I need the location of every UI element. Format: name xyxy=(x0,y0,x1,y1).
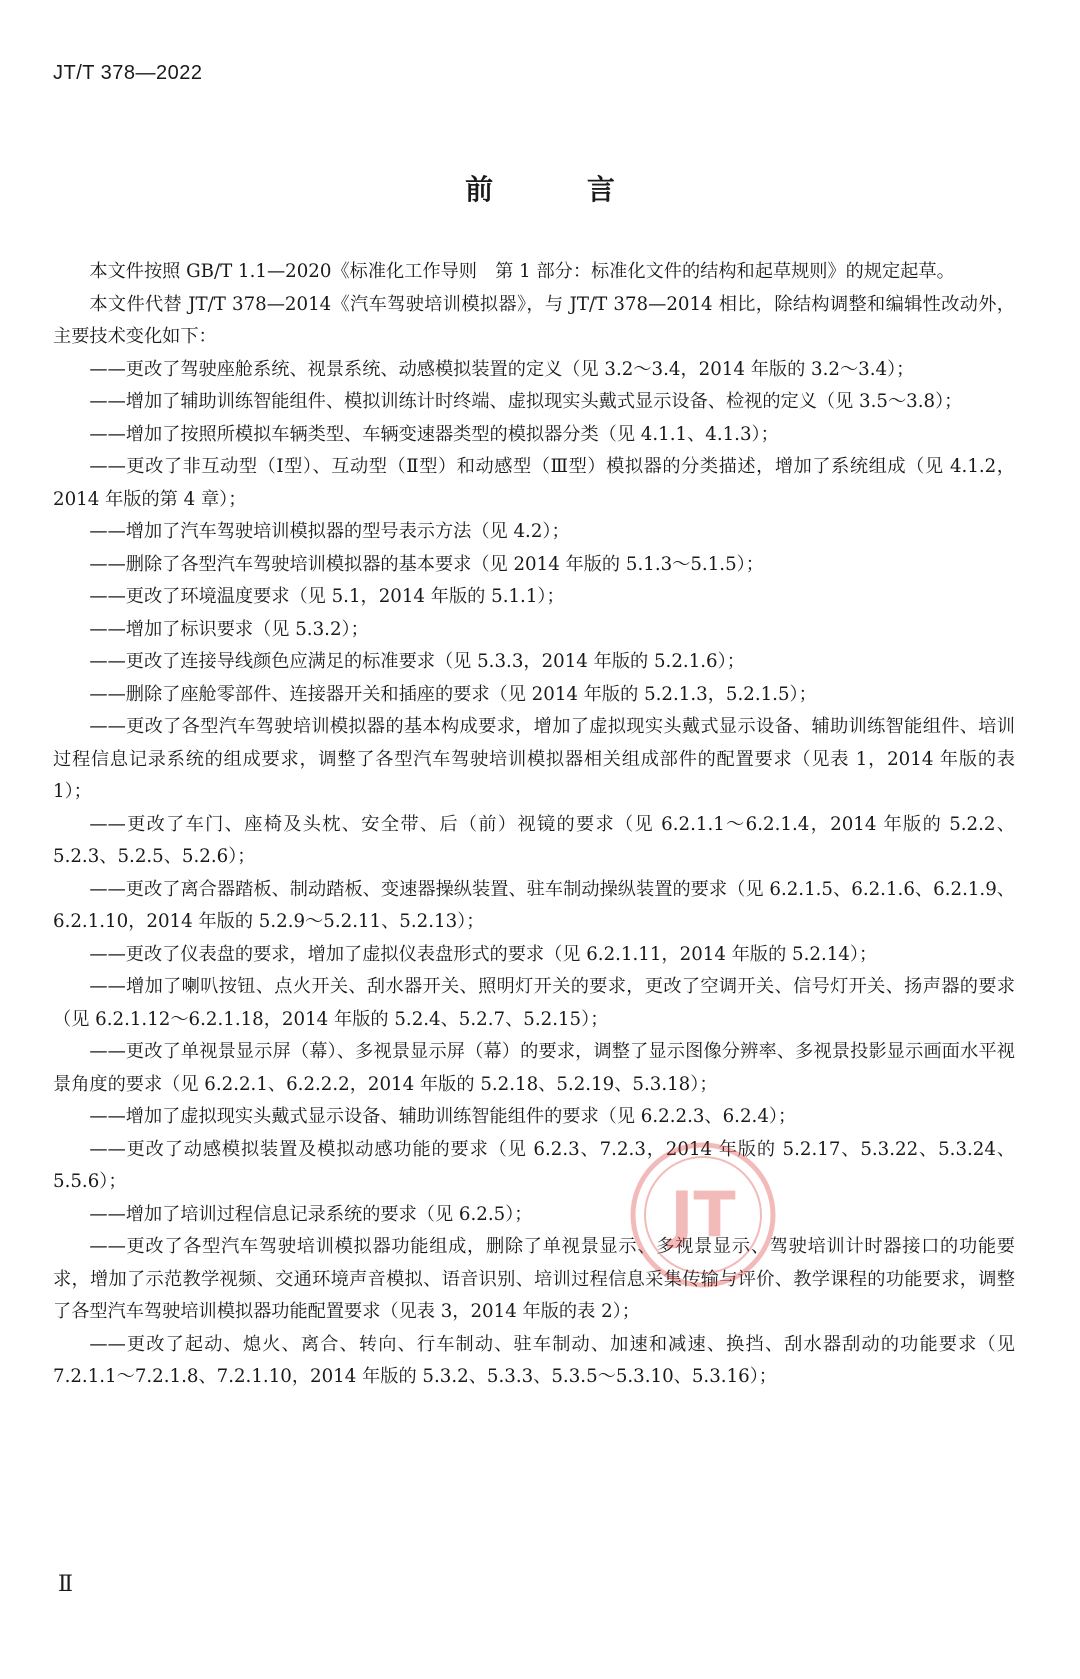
change-list-item: ——更改了单视景显示屏（幕）、多视景显示屏（幕）的要求，调整了显示图像分辨率、多视景投影显示画面水平视景角度的要求（见 6.2.2.1、6.2.2.2，2014 年版的 5.2.18、5.2.19、5.3.18）； xyxy=(53,1041,1015,1095)
change-list-item: ——删除了各型汽车驾驶培训模拟器的基本要求（见 2014 年版的 5.1.3～5.1.5）； xyxy=(89,553,764,575)
change-list-item: ——增加了虚拟现实头戴式显示设备、辅助训练智能组件的要求（见 6.2.2.3、6.2.4）； xyxy=(89,1106,797,1127)
change-list-item: ——更改了非互动型（Ⅰ型）、互动型（Ⅱ型）和动感型（Ⅲ型）模拟器的分类描述，增加了系统组成（见 4.1.2，2014 年版的第 4 章）； xyxy=(53,456,1015,510)
page-title: 前 言 xyxy=(465,173,657,206)
change-list-item: ——更改了连接导线颜色应满足的标准要求（见 5.3.3，2014 年版的 5.2.1.6）； xyxy=(89,651,745,672)
change-list-item: ——增加了标识要求（见 5.3.2）； xyxy=(89,618,369,640)
change-list-item: ——更改了起动、熄火、离合、转向、行车制动、驻车制动、加速和减速、换挡、刮水器刮动的功能要求（见 7.2.1.1～7.2.1.8、7.2.1.10，2014 年版的 5.3.2、5.3.3、5.3.5～5.3.10、5.3.16）； xyxy=(53,1333,1015,1387)
change-list-item: ——更改了动感模拟装置及模拟动感功能的要求（见 6.2.3、7.2.3，2014 年版的 5.2.17、5.3.22、5.3.24、5.5.6）； xyxy=(53,1138,1015,1192)
change-list-item: ——增加了培训过程信息记录系统的要求（见 6.2.5）； xyxy=(89,1203,533,1225)
page-number: Ⅱ xyxy=(58,1572,73,1597)
change-list-item: ——删除了座舱零部件、连接器开关和插座的要求（见 2014 年版的 5.2.1.3，5.2.1.5）； xyxy=(89,683,817,705)
change-list-item: ——增加了辅助训练智能组件、模拟训练计时终端、虚拟现实头戴式显示设备、检视的定义（见 3.5～3.8）； xyxy=(89,391,963,412)
change-list-item: ——增加了汽车驾驶培训模拟器的型号表示方法（见 4.2）； xyxy=(89,521,570,542)
change-list-item: ——更改了环境温度要求（见 5.1，2014 年版的 5.1.1）； xyxy=(89,586,565,607)
change-list xyxy=(53,354,1015,1394)
change-list-item: ——更改了仪表盘的要求，增加了虚拟仪表盘形式的要求（见 6.2.1.11，2014 年版的 5.2.14）； xyxy=(89,943,878,965)
change-list-item: ——增加了喇叭按钮、点火开关、刮水器开关、照明灯开关的要求，更改了空调开关、信号灯开关、扬声器的要求（见 6.2.1.12～6.2.1.18，2014 年版的 5.2.4、5.2.7、5.2.15）； xyxy=(53,976,1015,1030)
change-list-item: ——更改了各型汽车驾驶培训模拟器的基本构成要求，增加了虚拟现实头戴式显示设备、辅助训练智能组件、培训过程信息记录系统的组成要求，调整了各型汽车驾驶培训模拟器相关组成部件的配置要求（见表 1，2014 年版的表 1）； xyxy=(53,716,1015,802)
svg-text:JT: JT xyxy=(670,1178,736,1251)
document-body xyxy=(53,256,1015,1394)
change-list-item: ——更改了车门、座椅及头枕、安全带、后（前）视镜的要求（见 6.2.1.1～6.2.1.4，2014 年版的 5.2.2、5.2.3、5.2.5、5.2.6）； xyxy=(53,813,1015,867)
change-list-item: ——增加了按照所模拟车辆类型、车辆变速器类型的模拟器分类（见 4.1.1、4.1.3）； xyxy=(89,423,779,445)
paragraph-replacement: 本文件代替 JT/T 378—2014《汽车驾驶培训模拟器》，与 JT/T 378—2014 相比，除结构调整和编辑性改动外，主要技术变化如下： xyxy=(53,293,1015,347)
change-list-item: ——更改了离合器踏板、制动踏板、变速器操纵装置、驻车制动操纵装置的要求（见 6.2.1.5、6.2.1.6、6.2.1.9、6.2.1.10，2014 年版的 5.2.9～5.2.11、5.2.13）； xyxy=(53,878,1015,932)
jt-seal-stamp xyxy=(628,1140,778,1290)
change-list-item: ——更改了各型汽车驾驶培训模拟器功能组成，删除了单视景显示、多视景显示、驾驶培训计时器接口的功能要求，增加了示范教学视频、交通环境声音模拟、语音识别、培训过程信息采集传输与评价、教学课程的功能要求，调整了各型汽车驾驶培训模拟器功能配置要求（见表 3，2014 年版的表 2）； xyxy=(53,1236,1015,1322)
paragraph-drafting-rule: 本文件按照 GB/T 1.1—2020《标准化工作导则 第 1 部分：标准化文件的结构和起草规则》的规定起草。 xyxy=(89,261,955,282)
document-code: JT/T 378—2022 xyxy=(53,62,203,84)
change-list-item: ——更改了驾驶座舱系统、视景系统、动感模拟装置的定义（见 3.2～3.4，2014 年版的 3.2～3.4）； xyxy=(89,358,915,380)
